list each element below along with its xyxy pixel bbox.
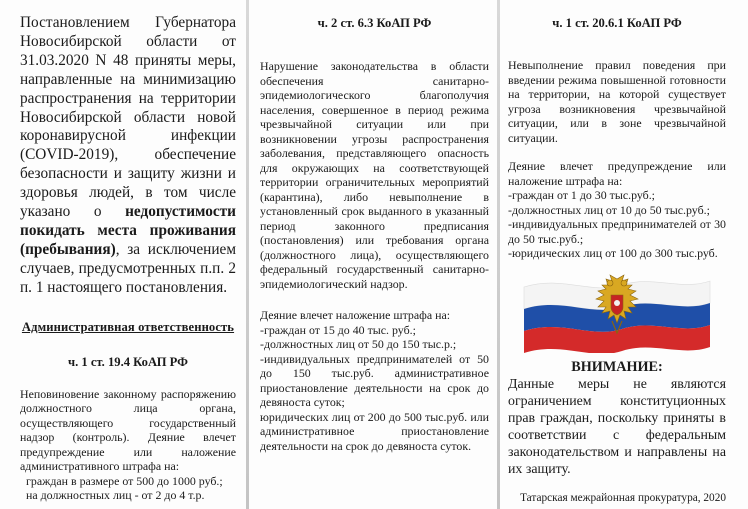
section-heading: Административная ответственность xyxy=(21,319,235,334)
russian-flag-icon xyxy=(522,273,712,353)
fine-item: -граждан от 15 до 40 тыс. руб.; xyxy=(260,322,416,337)
column-middle xyxy=(249,0,497,509)
column-left xyxy=(0,0,246,509)
fine-item: граждан в размере от 500 до 1000 руб.; xyxy=(26,473,223,488)
fines-list xyxy=(260,308,489,453)
article-title: ч. 1 ст. 20.6.1 КоАП РФ xyxy=(552,16,682,30)
article-body: Нарушение законодательства в области обеспечения санитарно-эпидемиологического благополучия населения, совершенное в период режима чрезвычайной ситуации или при возникновении угрозы распространения заболевания, представляющего опасность для окружающих на соответствующей территории ограничительных мероприятий (карантина), либо невыполнение в установленный срок выданного в указанный период законного предписания (постановления) или требования органа (должностного лица), осуществляющего федеральный государственный санитарно-эпидемиологический надзор. xyxy=(260,59,489,291)
fine-item: на должностных лиц - от 2 до 4 т.р. xyxy=(26,488,205,503)
fines-intro: Деяние влечет наложение штрафа на: xyxy=(260,308,451,322)
column-right xyxy=(500,0,748,509)
fine-item: -граждан от 1 до 30 тыс.руб.; xyxy=(508,188,655,202)
intro-text-emphasis: недопустимости покидать места проживания (пребывания) xyxy=(20,203,236,258)
fine-item: -должностных лиц от 50 до 150 тыс.р.; xyxy=(260,337,457,351)
attention-heading: ВНИМАНИЕ: xyxy=(571,358,663,375)
fine-item: юридических лиц от 200 до 500 тыс.руб. или административное приостановление деятельности на срок до девяноста суток. xyxy=(260,409,489,453)
fines-intro: Деяние влечет предупреждение или наложение штрафа на: xyxy=(508,159,726,188)
intro-text-end: , за исключением случаев, предусмотренных п.п. 2 п. 1 настоящего постановления. xyxy=(20,240,236,296)
intro-paragraph xyxy=(20,14,236,298)
article-body: Невыполнение правил поведения при введении режима повышенной готовности на территории, на которой существует угроза возникновения чрезвычайной ситуации, или в зоне чрезвычайной ситуации. xyxy=(508,58,726,145)
fine-item: -должностных лиц от 10 до 50 тыс.руб.; xyxy=(508,202,710,217)
signature: Татарская межрайонная прокуратура, 2020 xyxy=(520,492,726,505)
flag-emblem-image xyxy=(522,273,712,353)
closing-paragraph: Данные меры не являются ограничением конституционных прав граждан, поскольку приняты в соответствии с федеральным законодательством и направлены на их защиту. xyxy=(508,376,726,477)
article-title: ч. 2 ст. 6.3 КоАП РФ xyxy=(317,16,432,30)
fine-item: -индивидуальных предпринимателей от 50 до 150 тыс.руб. административное приостановление деятельности на срок до девяноста суток; xyxy=(260,351,489,409)
article-body xyxy=(20,387,236,503)
article-title: ч. 1 ст. 19.4 КоАП РФ xyxy=(68,354,188,369)
intro-text-start: Постановлением Губернатора Новосибирской области от 31.03.2020 N 48 приняты меры, направленные на минимизацию распространения на территории Новосибирской области новой коронавирусной инфекции (COVID-2019), обеспечение безопасности и защиту жизни и здоровья людей, в том числе указано о xyxy=(20,14,236,221)
fine-item: -юридических лиц от 100 до 300 тыс.руб. xyxy=(508,246,718,260)
fines-list xyxy=(508,159,726,261)
article-text: Неповиновение законному распоряжению должностного лица органа, осуществляющего государственный надзор (контроль). Деяние влечет предупреждение или наложение административного штрафа на: xyxy=(20,386,236,474)
fine-item: -индивидуальных предпринимателей от 30 до 50 тыс.руб.; xyxy=(508,217,726,246)
